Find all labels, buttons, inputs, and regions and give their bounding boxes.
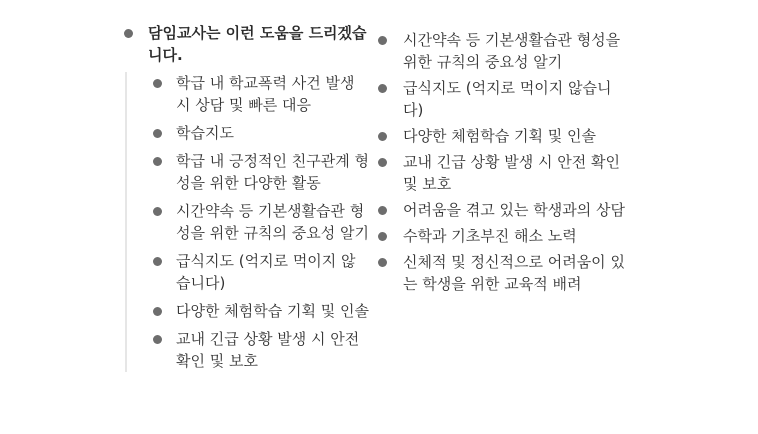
list-item-text: 학습지도 [176, 124, 234, 142]
bullet-icon [153, 207, 162, 216]
bullet-icon [153, 307, 162, 316]
bullet-icon [153, 129, 162, 138]
list-item-text: 수학과 기초부진 해소 노력 [403, 227, 577, 245]
list-item [127, 250, 370, 294]
bullet-icon [153, 257, 162, 266]
bullet-icon [378, 132, 387, 141]
list-item-text: 학급 내 학교폭력 사건 발생 시 상담 및 빠른 대응 [176, 74, 355, 114]
list-item [127, 150, 370, 194]
bullet-icon [378, 258, 387, 267]
list-item [376, 77, 626, 121]
list-item [127, 300, 370, 322]
bullet-icon [378, 232, 387, 241]
list-item-text: 학급 내 긍정적인 친구관계 형성을 위한 다양한 활동 [176, 152, 369, 192]
list-item-text: 다양한 체험학습 기획 및 인솔 [403, 127, 596, 145]
main-heading: 담임교사는 이런 도움을 드리겠습니다. [148, 24, 367, 64]
list-item [376, 251, 626, 295]
bullet-icon [153, 79, 162, 88]
list-item-text: 교내 긴급 상황 발생 시 안전 확인 및 보호 [403, 153, 620, 193]
bullet-icon [378, 158, 387, 167]
list-item-text: 교내 긴급 상황 발생 시 안전 확인 및 보호 [176, 330, 360, 370]
bullet-icon [153, 335, 162, 344]
list-item-text: 급식지도 (억지로 먹이지 않습니다) [403, 79, 612, 119]
list-item [376, 29, 626, 73]
list-item [127, 328, 370, 372]
list-item [127, 122, 370, 144]
main-bullet-item [118, 22, 370, 66]
list-item [376, 151, 626, 195]
list-item-text: 어려움을 겪고 있는 학생과의 상담 [403, 201, 625, 219]
list-item-text: 신체적 및 정신적으로 어려움이 있는 학생을 위한 교육적 배려 [403, 253, 625, 293]
list-item [127, 200, 370, 244]
list-item [376, 199, 626, 221]
right-column [376, 29, 626, 299]
list-item-text: 급식지도 (억지로 먹이지 않습니다) [176, 252, 356, 292]
list-item-text: 다양한 체험학습 기획 및 인솔 [176, 302, 369, 320]
bullet-icon [378, 84, 387, 93]
bullet-icon [153, 157, 162, 166]
list-item [127, 72, 370, 116]
list-item-text: 시간약속 등 기본생활습관 형성을 위한 규칙의 중요성 알기 [176, 202, 369, 242]
bullet-icon [124, 29, 133, 38]
bullet-icon [378, 36, 387, 45]
list-item [376, 125, 626, 147]
list-item-text: 시간약속 등 기본생활습관 형성을 위한 규칙의 중요성 알기 [403, 31, 621, 71]
left-column [118, 22, 370, 378]
list-item [376, 225, 626, 247]
bullet-icon [378, 206, 387, 215]
left-sub-list [125, 72, 370, 372]
